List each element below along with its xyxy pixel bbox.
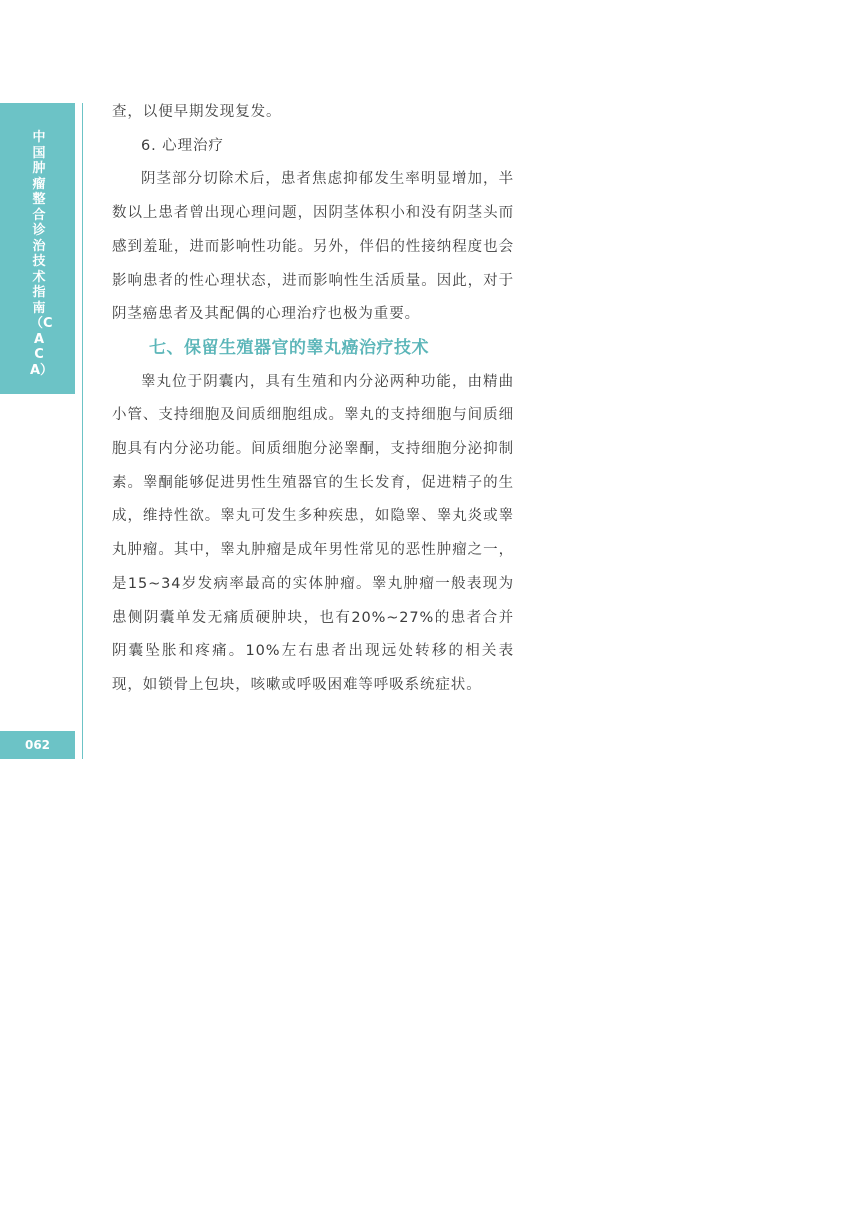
paragraph-psychology: 阴茎部分切除术后，患者焦虑抑郁发生率明显增加，半数以上患者曾出现心理问题，因阴茎体积小和没有阴茎头而感到羞耻，进而影响性功能。另外，伴侣的性接纳程度也会影响患者的性心理状态，进而影响性生活质量。因此，对于阴茎癌患者及其配偶的心理治疗也极为重要。: [112, 171, 514, 323]
subheading: 6. 心理治疗: [141, 137, 224, 154]
book-title: 中国肿瘤整合诊治技术指南（CACA）: [30, 130, 54, 378]
sidebar-divider: [82, 103, 83, 759]
page-number: 062: [0, 731, 75, 759]
paragraph-continuation: 查，以便早期发现复发。: [112, 104, 282, 120]
section-heading: 七、保留生殖器官的睾丸癌治疗技术: [149, 337, 429, 358]
paragraph-testis: 睾丸位于阴囊内，具有生殖和内分泌两种功能，由精曲小管、支持细胞及间质细胞组成。睾丸的支持细胞与间质细胞具有内分泌功能。间质细胞分泌睾酮，支持细胞分泌抑制素。睾酮能够促进男性生殖器官的生长发育，促进精子的生成，维持性欲。睾丸可发生多种疾患，如隐睾、睾丸炎或睾丸肿瘤。其中，睾丸肿瘤是成年男性常见的恶性肿瘤之一，是15~34岁发病率最高的实体肿瘤。睾丸肿瘤一般表现为患侧阴囊单发无痛质硬肿块，也有20%~27%的患者合并阴囊坠胀和疼痛。10%左右患者出现远处转移的相关表现，如锁骨上包块，咳嗽或呼吸困难等呼吸系统症状。: [112, 373, 514, 693]
main-content: [112, 96, 514, 703]
